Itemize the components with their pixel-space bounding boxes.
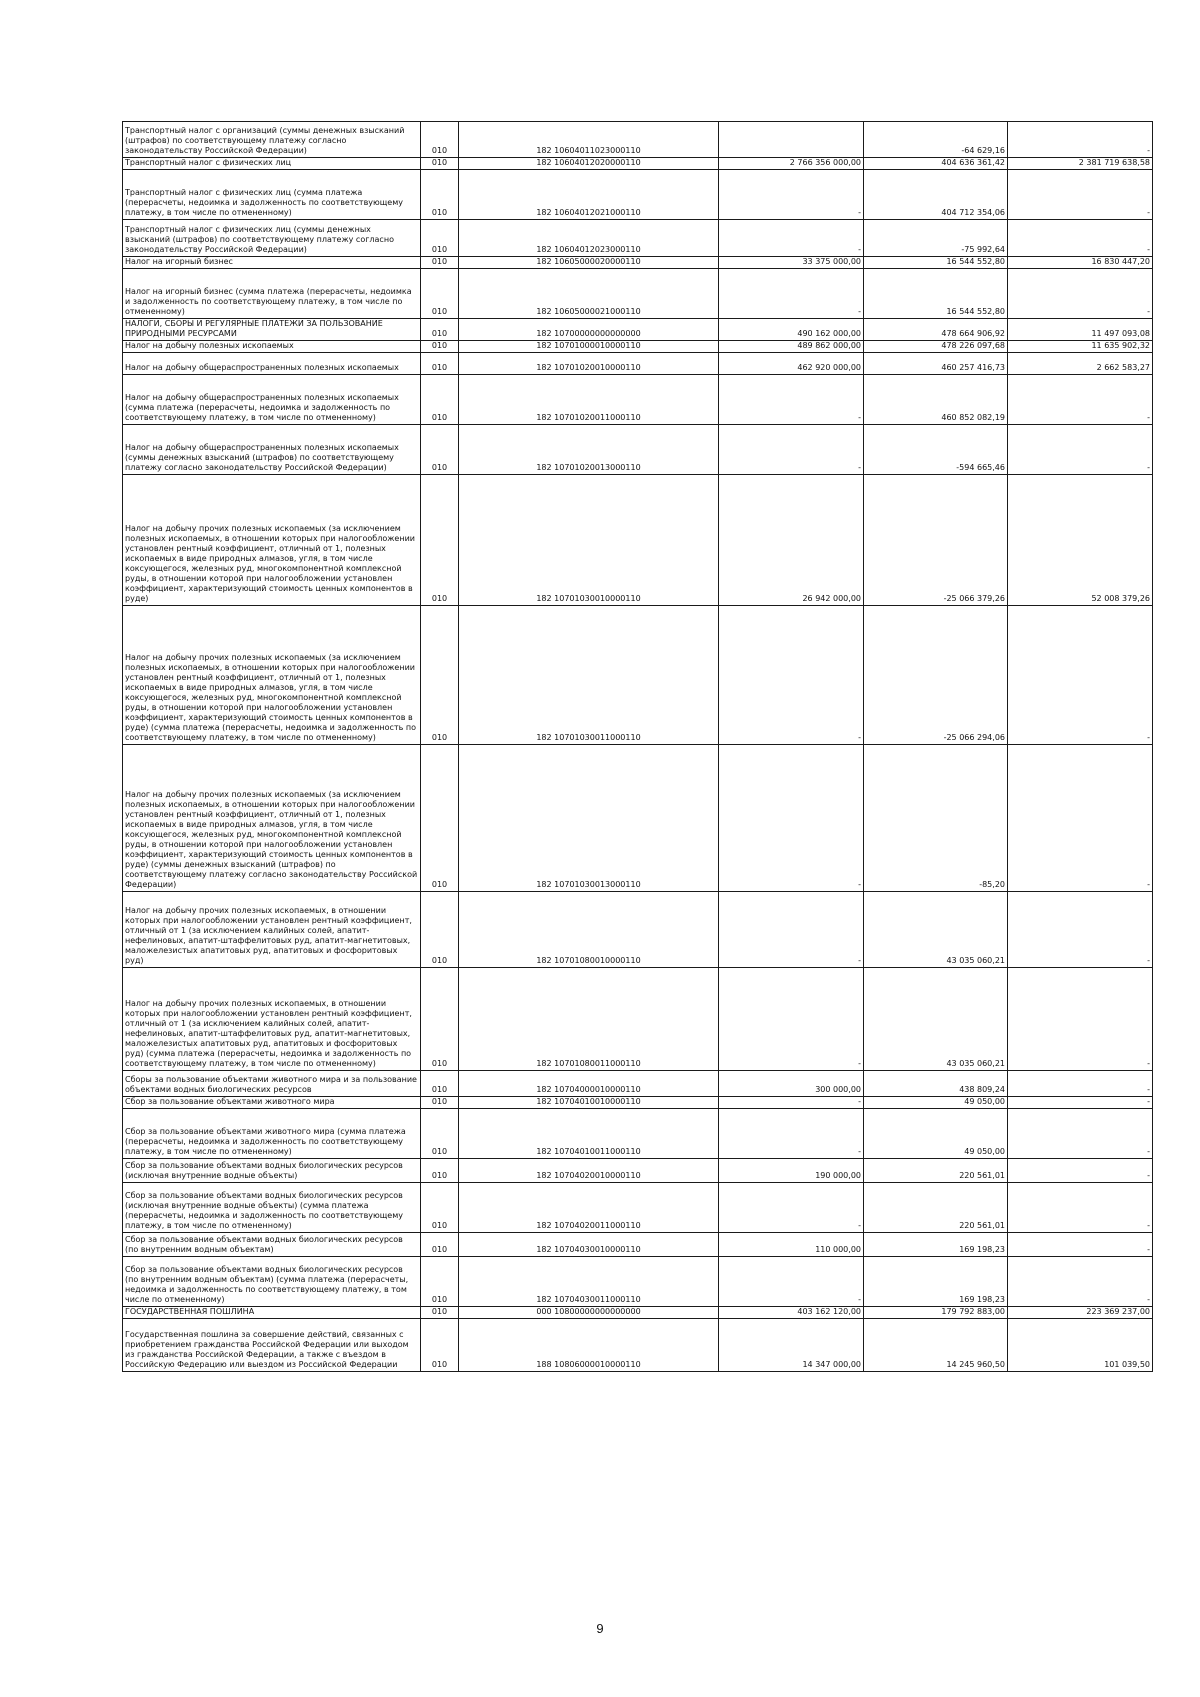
table-row — [123, 1307, 1153, 1319]
budget-code: 182 10701080011000110 — [459, 968, 719, 1071]
row-name: Налог на игорный бизнес — [123, 257, 421, 269]
executed-amount: 404 636 361,42 — [864, 158, 1008, 170]
budget-code: 182 10701020013000110 — [459, 425, 719, 475]
unexecuted-amount: - — [1008, 1233, 1153, 1257]
line-code: 010 — [421, 745, 459, 892]
assigned-amount: - — [719, 606, 864, 745]
line-code: 010 — [421, 1319, 459, 1372]
unexecuted-amount: - — [1008, 745, 1153, 892]
budget-code: 182 10704020010000110 — [459, 1159, 719, 1183]
line-code: 010 — [421, 158, 459, 170]
line-code: 010 — [421, 220, 459, 257]
row-name: Налог на добычу прочих полезных ископаемых (за исключением полезных ископаемых, в отношении которых при налогообложении установлен рентный коэффициент, отличный от 1, полезных ископаемых в виде природных алмазов, угля, в том числе коксующегося, железных руд, многокомпонентной комплексной руды, в отношении которой при налогообложении установлен коэффициент, характеризующий стоимость ценных компонентов в руде) — [123, 475, 421, 606]
executed-amount: 16 544 552,80 — [864, 269, 1008, 319]
assigned-amount: 300 000,00 — [719, 1071, 864, 1097]
row-name: Налог на добычу прочих полезных ископаемых (за исключением полезных ископаемых, в отношении которых при налогообложении установлен рентный коэффициент, отличный от 1, полезных ископаемых в виде природных алмазов, угля, в том числе коксующегося, железных руд, многокомпонентной комплексной руды, в отношении которой при налогообложении установлен коэффициент, характеризующий стоимость ценных компонентов в руде) (сумма платежа (перерасчеты, недоимка и задолженность по соответствующему платежу, в том числе по отмененному) — [123, 606, 421, 745]
table-row — [123, 1159, 1153, 1183]
budget-code: 182 10701030010000110 — [459, 475, 719, 606]
line-code: 010 — [421, 341, 459, 353]
executed-amount: 169 198,23 — [864, 1233, 1008, 1257]
row-name: Сбор за пользование объектами животного мира (сумма платежа (перерасчеты, недоимка и задолженность по соответствующему платежу, в том числе по отмененному) — [123, 1109, 421, 1159]
table-row — [123, 1319, 1153, 1372]
table-row — [123, 269, 1153, 319]
executed-amount: 220 561,01 — [864, 1183, 1008, 1233]
unexecuted-amount: 11 635 902,32 — [1008, 341, 1153, 353]
row-name: НАЛОГИ, СБОРЫ И РЕГУЛЯРНЫЕ ПЛАТЕЖИ ЗА ПОЛЬЗОВАНИЕ ПРИРОДНЫМИ РЕСУРСАМИ — [123, 319, 421, 341]
executed-amount: 49 050,00 — [864, 1097, 1008, 1109]
executed-amount: -25 066 379,26 — [864, 475, 1008, 606]
table-row — [123, 892, 1153, 968]
assigned-amount — [719, 122, 864, 158]
revenue-table — [122, 121, 1153, 1372]
assigned-amount: - — [719, 1257, 864, 1307]
unexecuted-amount: - — [1008, 122, 1153, 158]
unexecuted-amount: 2 662 583,27 — [1008, 353, 1153, 375]
row-name: Сбор за пользование объектами водных биологических ресурсов (по внутренним водным объектам) — [123, 1233, 421, 1257]
row-name: Сбор за пользование объектами водных биологических ресурсов (исключая внутренние водные объекты) — [123, 1159, 421, 1183]
budget-code: 182 10605000021000110 — [459, 269, 719, 319]
assigned-amount: - — [719, 269, 864, 319]
unexecuted-amount: - — [1008, 968, 1153, 1071]
executed-amount: 460 852 082,19 — [864, 375, 1008, 425]
assigned-amount: - — [719, 1183, 864, 1233]
line-code: 010 — [421, 425, 459, 475]
table-row — [123, 220, 1153, 257]
table-row — [123, 1109, 1153, 1159]
unexecuted-amount: 101 039,50 — [1008, 1319, 1153, 1372]
budget-code: 182 10701080010000110 — [459, 892, 719, 968]
unexecuted-amount: 223 369 237,00 — [1008, 1307, 1153, 1319]
assigned-amount: - — [719, 745, 864, 892]
budget-code: 182 10704030010000110 — [459, 1233, 719, 1257]
row-name: Налог на добычу общераспространенных полезных ископаемых (сумма платежа (перерасчеты, недоимка и задолженность по соответствующему платежу, в том числе по отмененному) — [123, 375, 421, 425]
table-row — [123, 745, 1153, 892]
assigned-amount: 462 920 000,00 — [719, 353, 864, 375]
line-code: 010 — [421, 122, 459, 158]
assigned-amount: 403 162 120,00 — [719, 1307, 864, 1319]
assigned-amount: 2 766 356 000,00 — [719, 158, 864, 170]
line-code: 010 — [421, 1159, 459, 1183]
report-sheet — [122, 121, 1152, 1372]
row-name: Налог на добычу общераспространенных полезных ископаемых (суммы денежных взысканий (штрафов) по соответствующему платежу согласно законодательству Российской Федерации) — [123, 425, 421, 475]
table-row — [123, 1233, 1153, 1257]
executed-amount: -75 992,64 — [864, 220, 1008, 257]
unexecuted-amount: - — [1008, 375, 1153, 425]
line-code: 010 — [421, 1071, 459, 1097]
unexecuted-amount: - — [1008, 1097, 1153, 1109]
row-name: Налог на игорный бизнес (сумма платежа (перерасчеты, недоимка и задолженность по соответствующему платежу, в том числе по отмененному) — [123, 269, 421, 319]
table-row — [123, 353, 1153, 375]
table-row — [123, 319, 1153, 341]
unexecuted-amount: 52 008 379,26 — [1008, 475, 1153, 606]
executed-amount: -64 629,16 — [864, 122, 1008, 158]
line-code: 010 — [421, 257, 459, 269]
line-code: 010 — [421, 892, 459, 968]
assigned-amount: - — [719, 170, 864, 220]
executed-amount: 14 245 960,50 — [864, 1319, 1008, 1372]
executed-amount: 43 035 060,21 — [864, 968, 1008, 1071]
budget-code: 182 10701020010000110 — [459, 353, 719, 375]
assigned-amount: 190 000,00 — [719, 1159, 864, 1183]
line-code: 010 — [421, 968, 459, 1071]
assigned-amount: 33 375 000,00 — [719, 257, 864, 269]
executed-amount: 43 035 060,21 — [864, 892, 1008, 968]
row-name: Налог на добычу прочих полезных ископаемых, в отношении которых при налогообложении установлен рентный коэффициент, отличный от 1 (за исключением калийных солей, апатит-нефелиновых, апатит-штаффелитовых руд, апатит-магнетитовых, маложелезистых апатитовых руд, апатитовых и фосфоритовых руд) (сумма платежа (перерасчеты, недоимка и задолженность по соответствующему платежу, в том числе по отмененному) — [123, 968, 421, 1071]
unexecuted-amount: - — [1008, 269, 1153, 319]
table-row — [123, 257, 1153, 269]
row-name: Сбор за пользование объектами водных биологических ресурсов (по внутренним водным объектам) (сумма платежа (перерасчеты, недоимка и задолженность по соответствующему платежу, в том числе по отмененному) — [123, 1257, 421, 1307]
row-name: Транспортный налог с физических лиц — [123, 158, 421, 170]
table-row — [123, 158, 1153, 170]
line-code: 010 — [421, 319, 459, 341]
line-code: 010 — [421, 1233, 459, 1257]
assigned-amount: - — [719, 375, 864, 425]
executed-amount: 169 198,23 — [864, 1257, 1008, 1307]
budget-code: 182 10604012023000110 — [459, 220, 719, 257]
executed-amount: -594 665,46 — [864, 425, 1008, 475]
row-name: Транспортный налог с организаций (суммы денежных взысканий (штрафов) по соответствующему платежу согласно законодательству Российской Федерации) — [123, 122, 421, 158]
budget-code: 182 10604012020000110 — [459, 158, 719, 170]
unexecuted-amount: - — [1008, 170, 1153, 220]
unexecuted-amount: - — [1008, 1183, 1153, 1233]
unexecuted-amount: - — [1008, 1257, 1153, 1307]
unexecuted-amount: - — [1008, 1159, 1153, 1183]
unexecuted-amount: - — [1008, 892, 1153, 968]
row-name: ГОСУДАРСТВЕННАЯ ПОШЛИНА — [123, 1307, 421, 1319]
executed-amount: 438 809,24 — [864, 1071, 1008, 1097]
assigned-amount: - — [719, 1109, 864, 1159]
row-name: Транспортный налог с физических лиц (сумма платежа (перерасчеты, недоимка и задолженность по соответствующему платежу, в том числе по отмененному) — [123, 170, 421, 220]
budget-code: 182 10701030013000110 — [459, 745, 719, 892]
unexecuted-amount: - — [1008, 1109, 1153, 1159]
budget-code: 182 10704010010000110 — [459, 1097, 719, 1109]
budget-code: 182 10701030011000110 — [459, 606, 719, 745]
line-code: 010 — [421, 1183, 459, 1233]
unexecuted-amount: - — [1008, 1071, 1153, 1097]
table-row — [123, 375, 1153, 425]
executed-amount: 179 792 883,00 — [864, 1307, 1008, 1319]
executed-amount: 404 712 354,06 — [864, 170, 1008, 220]
table-row — [123, 1071, 1153, 1097]
page-number: 9 — [596, 1621, 604, 1636]
table-row — [123, 606, 1153, 745]
budget-code: 182 10704000010000110 — [459, 1071, 719, 1097]
table-row — [123, 122, 1153, 158]
executed-amount: 460 257 416,73 — [864, 353, 1008, 375]
row-name: Налог на добычу полезных ископаемых — [123, 341, 421, 353]
table-row — [123, 1183, 1153, 1233]
assigned-amount: 26 942 000,00 — [719, 475, 864, 606]
executed-amount: -25 066 294,06 — [864, 606, 1008, 745]
line-code: 010 — [421, 1257, 459, 1307]
budget-code: 182 10704030011000110 — [459, 1257, 719, 1307]
line-code: 010 — [421, 1307, 459, 1319]
assigned-amount: - — [719, 425, 864, 475]
unexecuted-amount: 2 381 719 638,58 — [1008, 158, 1153, 170]
unexecuted-amount: 11 497 093,08 — [1008, 319, 1153, 341]
line-code: 010 — [421, 269, 459, 319]
table-row — [123, 341, 1153, 353]
line-code: 010 — [421, 170, 459, 220]
table-row — [123, 1097, 1153, 1109]
unexecuted-amount: - — [1008, 606, 1153, 745]
line-code: 010 — [421, 375, 459, 425]
assigned-amount: 110 000,00 — [719, 1233, 864, 1257]
budget-code: 182 10701000010000110 — [459, 341, 719, 353]
executed-amount: 478 226 097,68 — [864, 341, 1008, 353]
row-name: Налог на добычу прочих полезных ископаемых (за исключением полезных ископаемых, в отношении которых при налогообложении установлен рентный коэффициент, отличный от 1, полезных ископаемых в виде природных алмазов, угля, в том числе коксующегося, железных руд, многокомпонентной комплексной руды, в отношении которой при налогообложении установлен коэффициент, характеризующий стоимость ценных компонентов в руде) (суммы денежных взысканий (штрафов) по соответствующему платежу согласно законодательству Российской Федерации) — [123, 745, 421, 892]
executed-amount: 16 544 552,80 — [864, 257, 1008, 269]
line-code: 010 — [421, 353, 459, 375]
executed-amount: 220 561,01 — [864, 1159, 1008, 1183]
line-code: 010 — [421, 1109, 459, 1159]
assigned-amount: 490 162 000,00 — [719, 319, 864, 341]
unexecuted-amount: - — [1008, 425, 1153, 475]
assigned-amount: - — [719, 1097, 864, 1109]
table-row — [123, 1257, 1153, 1307]
budget-code: 000 10800000000000000 — [459, 1307, 719, 1319]
row-name: Транспортный налог с физических лиц (суммы денежных взысканий (штрафов) по соответствующему платежу согласно законодательству Российской Федерации) — [123, 220, 421, 257]
unexecuted-amount: - — [1008, 220, 1153, 257]
budget-code: 188 10806000010000110 — [459, 1319, 719, 1372]
line-code: 010 — [421, 475, 459, 606]
line-code: 010 — [421, 1097, 459, 1109]
budget-code: 182 10701020011000110 — [459, 375, 719, 425]
budget-code: 182 10704020011000110 — [459, 1183, 719, 1233]
table-row — [123, 475, 1153, 606]
budget-code: 182 10604012021000110 — [459, 170, 719, 220]
table-row — [123, 968, 1153, 1071]
unexecuted-amount: 16 830 447,20 — [1008, 257, 1153, 269]
row-name: Сбор за пользование объектами водных биологических ресурсов (исключая внутренние водные объекты) (сумма платежа (перерасчеты, недоимка и задолженность по соответствующему платежу, в том числе по отмененному) — [123, 1183, 421, 1233]
executed-amount: -85,20 — [864, 745, 1008, 892]
budget-code: 182 10605000020000110 — [459, 257, 719, 269]
assigned-amount: - — [719, 968, 864, 1071]
line-code: 010 — [421, 606, 459, 745]
executed-amount: 49 050,00 — [864, 1109, 1008, 1159]
table-row — [123, 425, 1153, 475]
assigned-amount: - — [719, 892, 864, 968]
row-name: Налог на добычу прочих полезных ископаемых, в отношении которых при налогообложении установлен рентный коэффициент, отличный от 1 (за исключением калийных солей, апатит-нефелиновых, апатит-штаффелитовых руд, апатит-магнетитовых, маложелезистых апатитовых руд, апатитовых и фосфоритовых руд) — [123, 892, 421, 968]
budget-code: 182 10604011023000110 — [459, 122, 719, 158]
table-row — [123, 170, 1153, 220]
row-name: Сборы за пользование объектами животного мира и за пользование объектами водных биологических ресурсов — [123, 1071, 421, 1097]
assigned-amount: - — [719, 220, 864, 257]
row-name: Налог на добычу общераспространенных полезных ископаемых — [123, 353, 421, 375]
executed-amount: 478 664 906,92 — [864, 319, 1008, 341]
assigned-amount: 489 862 000,00 — [719, 341, 864, 353]
budget-code: 182 10704010011000110 — [459, 1109, 719, 1159]
assigned-amount: 14 347 000,00 — [719, 1319, 864, 1372]
budget-code: 182 10700000000000000 — [459, 319, 719, 341]
row-name: Сбор за пользование объектами животного мира — [123, 1097, 421, 1109]
row-name: Государственная пошлина за совершение действий, связанных с приобретением гражданства Российской Федерации или выходом из гражданства Российской Федерации, а также с въездом в Российскую Федерацию или выездом из Российской Федерации — [123, 1319, 421, 1372]
